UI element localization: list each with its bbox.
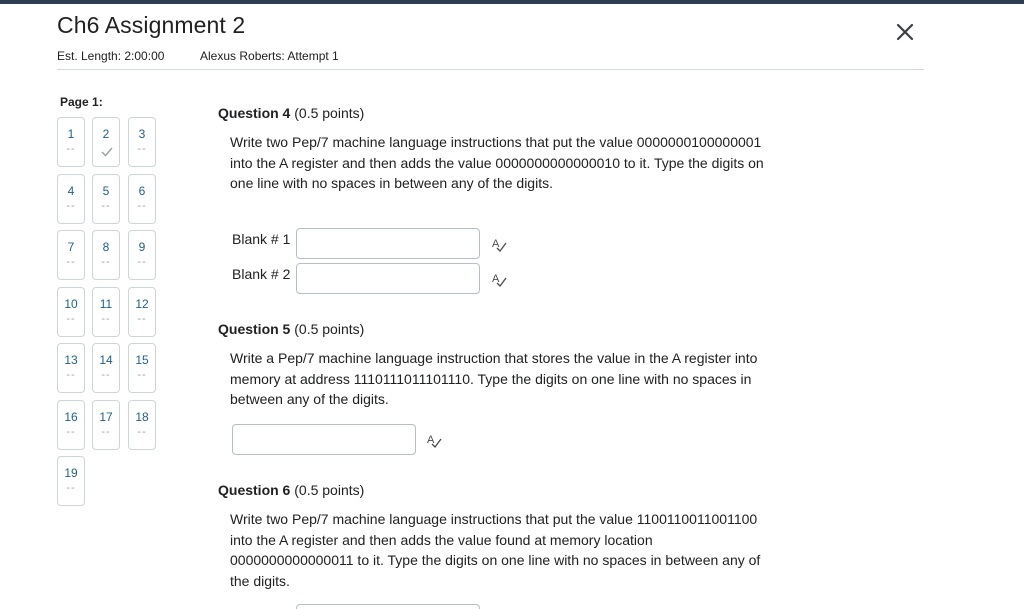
question-nav-state: --	[101, 425, 111, 438]
question-nav-state: --	[66, 199, 76, 212]
question-6-label: Question 6	[218, 482, 291, 498]
svg-text:A: A	[492, 238, 500, 250]
question-nav-number: 18	[135, 409, 149, 424]
question-nav-tile[interactable]	[57, 174, 85, 224]
question-nav-tile[interactable]	[128, 287, 156, 337]
question-nav-state: --	[66, 143, 76, 155]
question-nav-tile[interactable]	[57, 287, 85, 337]
question-nav-tile[interactable]	[128, 174, 156, 224]
question-6-title	[218, 482, 364, 498]
question-nav-tile[interactable]	[128, 400, 156, 450]
question-nav-state: --	[101, 369, 111, 381]
svg-text:A: A	[492, 273, 500, 285]
question-nav-number: 5	[102, 183, 110, 198]
spellcheck-icon[interactable]	[426, 432, 442, 448]
question-nav-tile[interactable]	[92, 343, 120, 393]
question-nav-state: --	[101, 312, 111, 325]
question-nav-number: 8	[102, 240, 110, 254]
question-nav-number: 12	[135, 296, 149, 311]
question-nav-state: --	[66, 482, 76, 494]
question-4-title	[218, 105, 364, 121]
question-5-answer-input[interactable]	[232, 424, 416, 455]
question-nav-number: 15	[135, 353, 149, 367]
question-6-points: (0.5 points)	[294, 482, 365, 498]
question-nav-tile[interactable]	[92, 287, 120, 337]
question-nav-tile[interactable]	[128, 117, 156, 167]
question-nav-tile[interactable]	[57, 456, 85, 506]
question-nav-number: 11	[99, 296, 113, 311]
page-title: Ch6 Assignment 2	[57, 12, 246, 38]
question-nav-number: 17	[99, 409, 113, 424]
question-nav-tile[interactable]	[92, 400, 120, 450]
question-nav-state: --	[66, 369, 76, 381]
blank-2-input[interactable]	[296, 263, 480, 294]
question-nav-state: --	[101, 256, 111, 268]
question-nav-number: 1	[67, 127, 75, 141]
question-nav-number: 13	[64, 353, 78, 367]
question-nav-tile[interactable]	[92, 230, 120, 280]
spellcheck-icon[interactable]	[491, 271, 507, 287]
question-4-text: Write two Pep/7 machine language instructions that put the value 0000000100000001 into the A register and then adds the value 0000000000000010 to it. Type the digits on one line with no spaces in between any of the digits.	[230, 134, 764, 191]
question-nav-state: --	[101, 199, 111, 212]
question-nav-state: --	[137, 312, 147, 325]
question-nav-tile[interactable]	[92, 117, 120, 167]
question-4-points: (0.5 points)	[294, 105, 365, 121]
question-nav-tile[interactable]	[57, 343, 85, 393]
question-nav-state: --	[137, 425, 147, 438]
question-nav-tile[interactable]	[92, 174, 120, 224]
question-nav-number: 19	[64, 466, 78, 480]
question-nav-state: --	[66, 425, 76, 438]
question-nav-state: --	[137, 369, 147, 381]
question-5-label: Question 5	[218, 321, 291, 337]
question-5-points: (0.5 points)	[294, 321, 365, 337]
question-5-title	[218, 321, 364, 337]
header-divider	[57, 69, 924, 70]
close-button[interactable]	[893, 20, 917, 44]
svg-text:A: A	[427, 434, 435, 446]
question-4-label: Question 4	[218, 105, 291, 121]
question-nav-number: 4	[67, 183, 75, 198]
close-icon	[893, 20, 917, 44]
question-nav-number: 7	[67, 240, 75, 254]
question-nav-tile[interactable]	[57, 400, 85, 450]
est-length: Est. Length: 2:00:00	[57, 49, 165, 63]
question-nav-tile[interactable]	[57, 230, 85, 280]
question-nav-state: --	[137, 143, 147, 155]
question-nav-number: 10	[64, 296, 78, 311]
page-label: Page 1:	[60, 95, 103, 109]
question-nav-number: 16	[64, 409, 78, 424]
blank-2-label: Blank # 2	[232, 266, 291, 282]
question-nav-tile[interactable]	[57, 117, 85, 167]
question-nav-tile[interactable]	[128, 343, 156, 393]
blank-1-label: Blank # 1	[232, 231, 291, 247]
question-6-answer-input[interactable]	[296, 604, 480, 609]
attempt-info: Alexus Roberts: Attempt 1	[200, 49, 339, 63]
question-nav-state: --	[66, 312, 76, 325]
top-accent-bar	[0, 0, 1024, 4]
question-nav-number: 14	[99, 353, 113, 367]
question-nav-state: --	[66, 256, 76, 268]
question-nav-number: 3	[138, 127, 146, 141]
question-nav-tile[interactable]	[128, 230, 156, 280]
question-nav-number: 6	[138, 183, 146, 198]
question-nav-number: 9	[138, 240, 146, 254]
question-nav-number: 2	[102, 127, 110, 141]
question-5-text: Write a Pep/7 machine language instruction that stores the value in the A register into memory at address 1110111011101110. Type the digits on one line with no spaces in between any of the digits.	[230, 350, 758, 407]
blank-1-input[interactable]	[296, 228, 480, 259]
question-nav-state: --	[137, 256, 147, 268]
answered-check-icon	[101, 147, 113, 157]
question-6-text: Write two Pep/7 machine language instructions that put the value 1100110011001100 into the A register and then adds the value found at memory location 0000000000000011 to it. Type the digits on one line with no spaces in between any of the digits.	[230, 511, 761, 589]
question-nav-state: --	[137, 199, 147, 212]
spellcheck-icon[interactable]	[491, 236, 507, 252]
